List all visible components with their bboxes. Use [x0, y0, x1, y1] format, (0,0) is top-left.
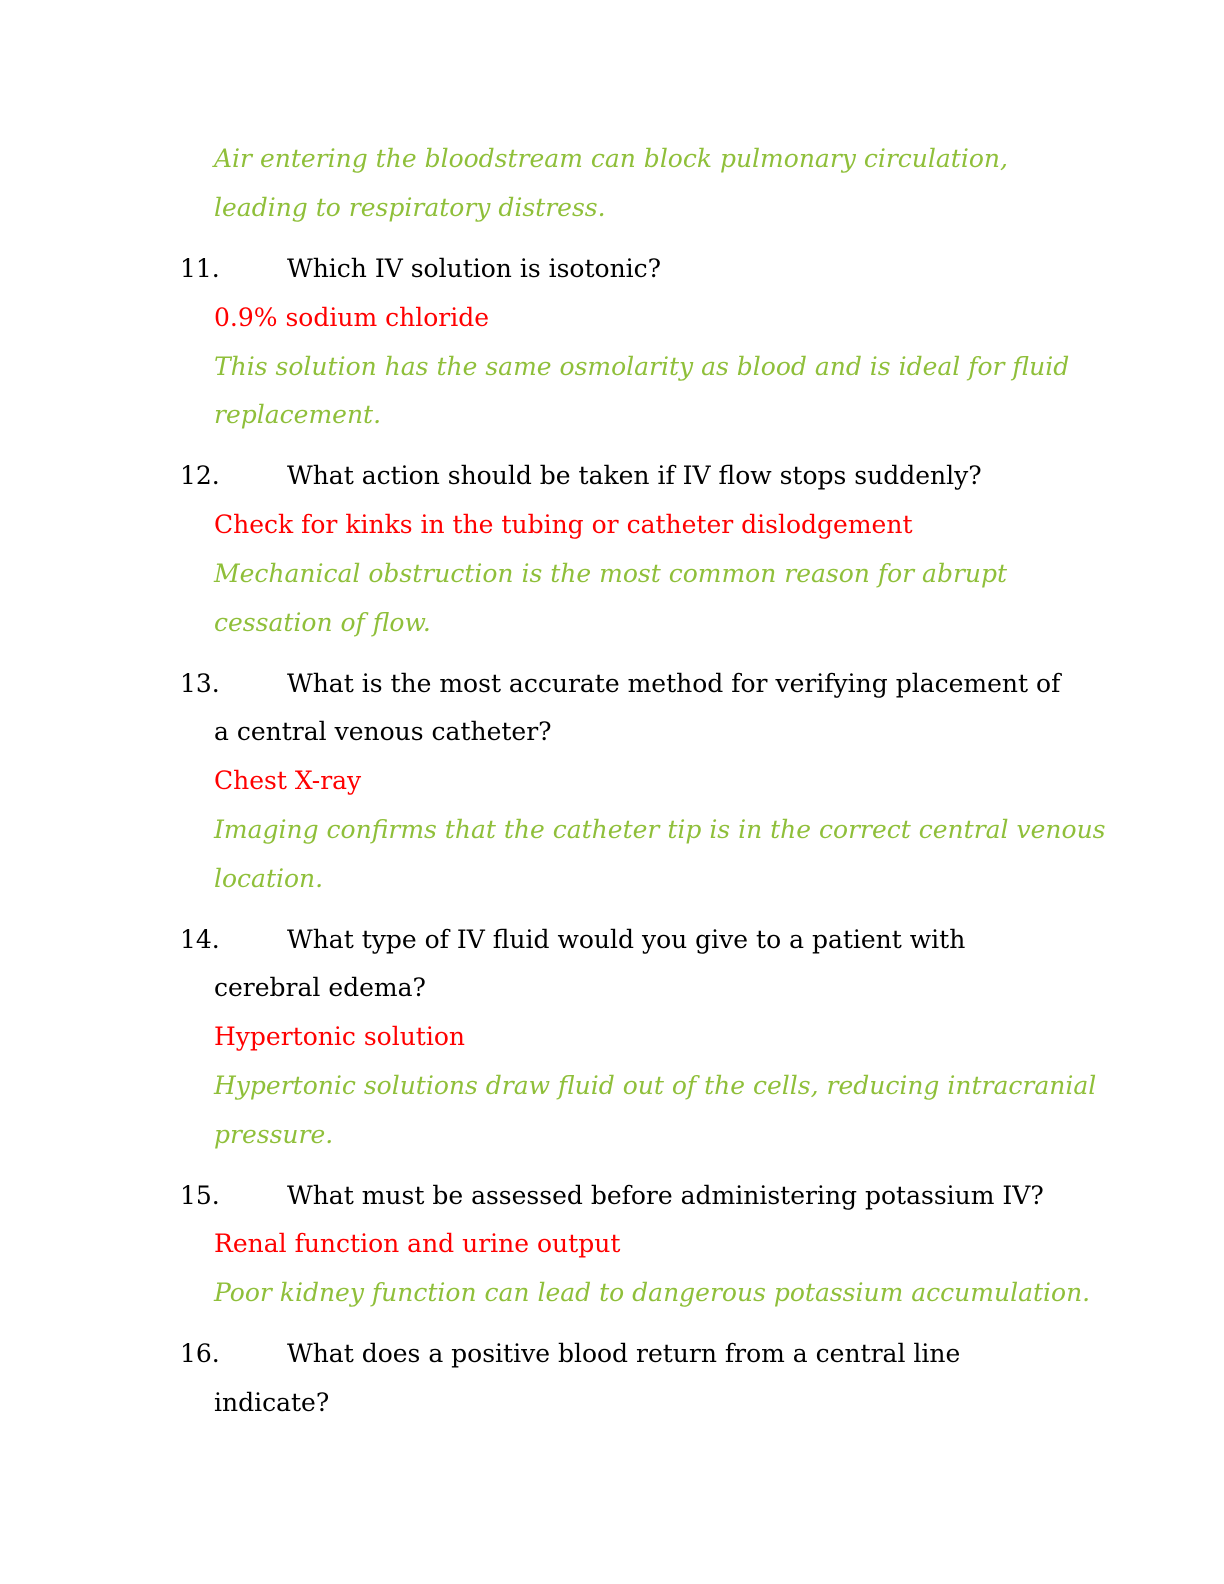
question-text-continued: indicate? — [214, 1388, 330, 1417]
question-text: What type of IV fluid would you give to a patient with — [287, 925, 966, 954]
question-number: 16. — [180, 1339, 220, 1368]
answer-text: Hypertonic solution — [214, 1022, 465, 1051]
question-text-continued: cerebral edema? — [214, 973, 426, 1002]
explanation-line: leading to respiratory distress. — [214, 193, 606, 222]
explanation-line: Poor kidney function can lead to dangerous potassium accumulation. — [214, 1278, 1091, 1307]
explanation-line: location. — [214, 864, 324, 893]
question-text-continued: a central venous catheter? — [214, 717, 552, 746]
explanation-line: Hypertonic solutions draw fluid out of the cells, reducing intracranial — [214, 1071, 1097, 1100]
answer-text: Renal function and urine output — [214, 1229, 621, 1258]
answer-text: Chest X-ray — [214, 766, 362, 795]
question-number: 12. — [180, 461, 220, 490]
answer-text: 0.9% sodium chloride — [214, 303, 489, 332]
question-text: What must be assessed before administering potassium IV? — [287, 1181, 1044, 1210]
question-number: 11. — [180, 254, 220, 283]
question-number: 14. — [180, 925, 220, 954]
explanation-line: replacement. — [214, 400, 382, 429]
explanation-line: Mechanical obstruction is the most common reason for abrupt — [214, 559, 1008, 588]
explanation-line: pressure. — [214, 1120, 334, 1149]
question-number: 15. — [180, 1181, 220, 1210]
question-number: 13. — [180, 669, 220, 698]
answer-text: Check for kinks in the tubing or catheter dislodgement — [214, 510, 913, 539]
question-text: What does a positive blood return from a central line — [287, 1339, 961, 1368]
question-text: What action should be taken if IV flow stops suddenly? — [287, 461, 982, 490]
question-text: Which IV solution is isotonic? — [287, 254, 662, 283]
question-text: What is the most accurate method for verifying placement of — [287, 669, 1061, 698]
explanation-line: cessation of flow. — [214, 608, 431, 637]
explanation-line: Air entering the bloodstream can block pulmonary circulation, — [214, 144, 1008, 173]
explanation-line: Imaging confirms that the catheter tip is in the correct central venous — [214, 815, 1106, 844]
explanation-line: This solution has the same osmolarity as blood and is ideal for fluid — [214, 352, 1070, 381]
